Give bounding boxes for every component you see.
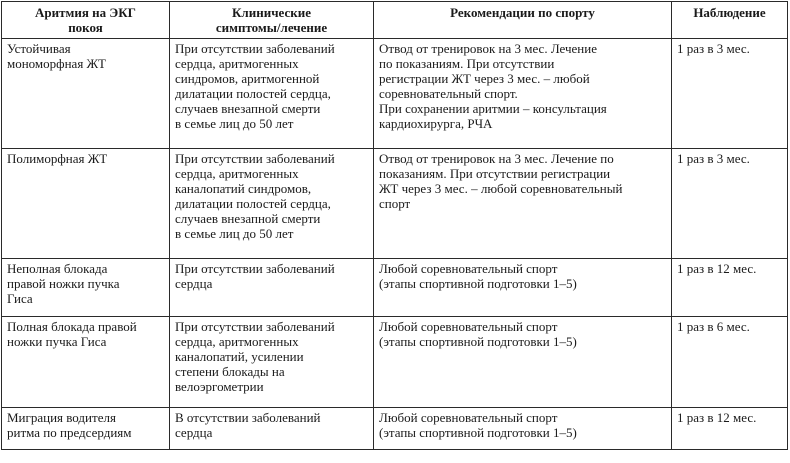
cell-text: 1 раз в 12 мес. [677,261,757,276]
cell-text: 1 раз в 6 мес. [677,319,750,334]
header-text: Наблюдение [693,5,766,20]
cell-text: мономорфная ЖТ [7,56,106,71]
table-row [2,39,788,149]
header-text: Рекомендации по спорту [450,5,595,20]
header-recommendations [374,2,672,39]
cell-text: Полиморфная ЖТ [7,151,108,166]
cell-text: Неполная блокада [7,261,108,276]
table-row [2,259,788,317]
header-clinical [170,2,374,39]
cell-text: сердца, аритмогенных [175,56,299,71]
cell-arrhythmia [2,408,170,450]
header-arrhythmia [2,2,170,39]
cell-text: ножки пучка Гиса [7,334,107,349]
cell-text: Отвод от тренировок на 3 мес. Лечение по [379,151,614,166]
cell-text: 1 раз в 3 мес. [677,41,750,56]
cell-text: При сохранении аритмии – консультация [379,101,607,116]
cell-text: Миграция водителя [7,410,116,425]
recommendations-table [1,1,788,450]
cell-text: каналопатий синдромов, [175,181,312,196]
cell-text: спорт [379,196,411,211]
cell-text: каналопатий, усилении [175,349,304,364]
cell-text: случаев внезапной смерти [175,211,321,226]
cell-text: соревновательный спорт. [379,86,518,101]
cell-recommendations [374,408,672,450]
table-row [2,408,788,450]
cell-text: правой ножки пучка [7,276,120,291]
cell-text: 1 раз в 12 мес. [677,410,757,425]
cell-text: Любой соревновательный спорт [379,410,558,425]
cell-text: 1 раз в 3 мес. [677,151,750,166]
table-header [2,2,788,39]
cell-text: ритма по предсердиям [7,425,132,440]
cell-observation [672,408,788,450]
cell-recommendations [374,149,672,259]
cell-clinical [170,259,374,317]
header-text: покоя [68,20,103,35]
cell-text: (этапы спортивной подготовки 1–5) [379,334,577,349]
cell-text: по показаниям. При отсутствии [379,56,555,71]
table-row [2,317,788,408]
header-text: симптомы/лечение [215,20,328,35]
table-row [2,149,788,259]
cell-text: сердца, аритмогенных [175,334,299,349]
cell-observation [672,317,788,408]
cell-text: (этапы спортивной подготовки 1–5) [379,276,577,291]
cell-text: в семье лиц до 50 лет [175,116,294,131]
cell-arrhythmia [2,149,170,259]
cell-text: При отсутствии заболеваний [175,319,335,334]
cell-text: При отсутствии заболеваний [175,261,335,276]
cell-text: При отсутствии заболеваний [175,151,335,166]
cell-text: сердца [175,276,213,291]
cell-text: сердца [175,425,213,440]
cell-text: Гиса [7,291,33,306]
header-text: Клинические [232,5,311,20]
cell-clinical [170,149,374,259]
cell-text: При отсутствии заболеваний [175,41,335,56]
cell-text: дилатации полостей сердца, [175,86,331,101]
cell-text: Любой соревновательный спорт [379,319,558,334]
cell-observation [672,149,788,259]
cell-text: сердца, аритмогенных [175,166,299,181]
cell-text: регистрации ЖТ через 3 мес. – любой [379,71,590,86]
cell-text: велоэргометрии [175,379,264,394]
cell-clinical [170,408,374,450]
cell-text: В отсутствии заболеваний [175,410,321,425]
cell-text: ЖТ через 3 мес. – любой соревновательный [379,181,623,196]
header-row [2,2,788,39]
cell-text: степени блокады на [175,364,285,379]
cell-recommendations [374,39,672,149]
cell-text: показаниям. При отсутствии регистрации [379,166,611,181]
cell-recommendations [374,317,672,408]
cell-text: (этапы спортивной подготовки 1–5) [379,425,577,440]
header-text: Аритмия на ЭКГ [35,5,136,20]
header-observation [672,2,788,39]
cell-arrhythmia [2,259,170,317]
cell-text: Полная блокада правой [7,319,137,334]
cell-text: Отвод от тренировок на 3 мес. Лечение [379,41,597,56]
cell-recommendations [374,259,672,317]
cell-text: случаев внезапной смерти [175,101,321,116]
cell-clinical [170,317,374,408]
cell-clinical [170,39,374,149]
cell-text: дилатации полостей сердца, [175,196,331,211]
cell-observation [672,39,788,149]
cell-text: кардиохирурга, РЧА [379,116,493,131]
cell-text: синдромов, аритмогенной [175,71,320,86]
cell-arrhythmia [2,39,170,149]
cell-observation [672,259,788,317]
cell-text: в семье лиц до 50 лет [175,226,294,241]
cell-text: Любой соревновательный спорт [379,261,558,276]
cell-arrhythmia [2,317,170,408]
cell-text: Устойчивая [7,41,71,56]
